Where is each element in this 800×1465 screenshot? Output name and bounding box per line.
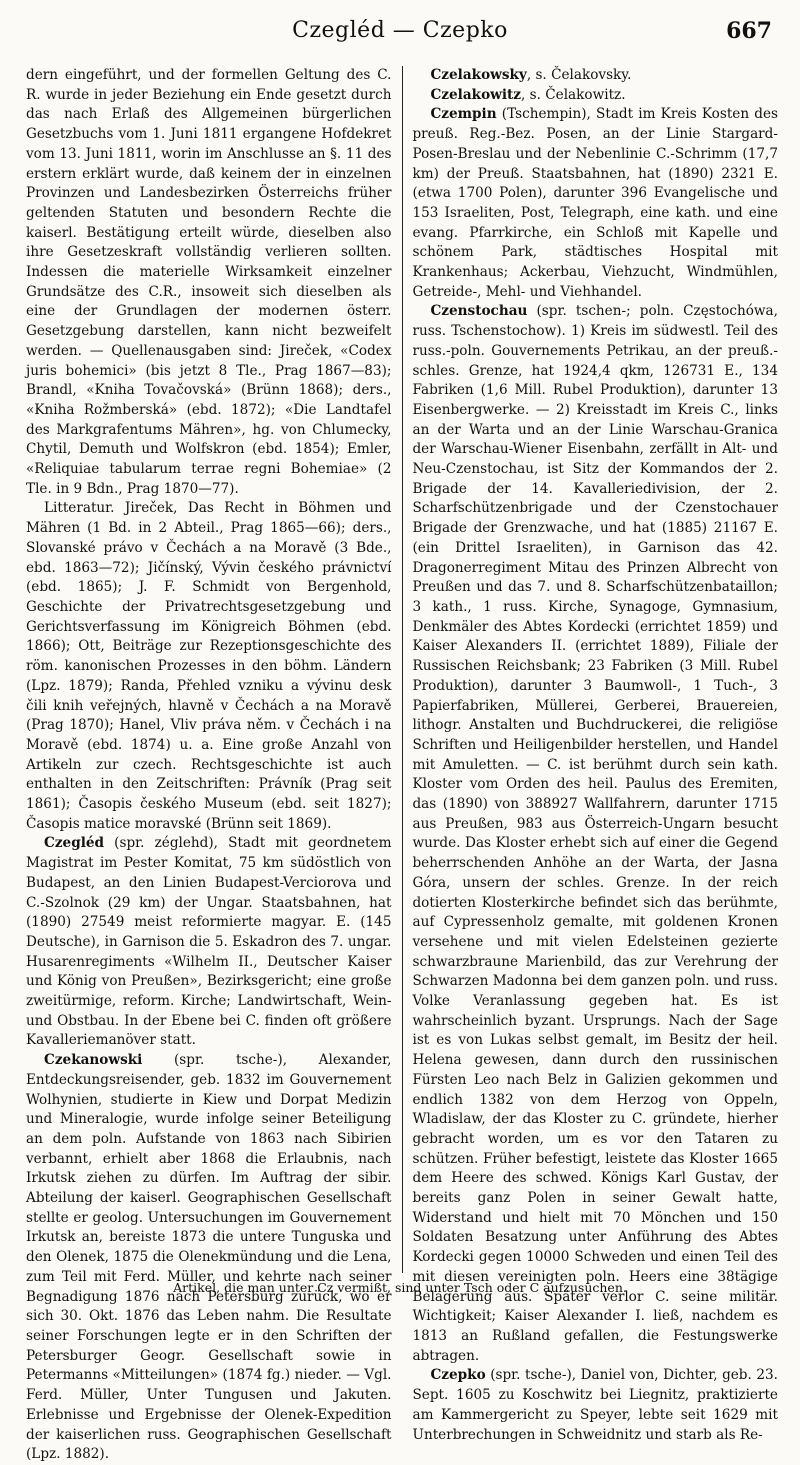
column-divider bbox=[402, 66, 403, 1273]
entry-headword: Czempin bbox=[430, 106, 497, 123]
page-number: 667 bbox=[726, 18, 772, 44]
entry-headword: Czegléd bbox=[44, 835, 105, 852]
dictionary-entry bbox=[412, 86, 778, 106]
entry-text: dern eingeführt, und der formellen Geltung des C. R. wurde in jeder Beziehung ein Ende gesetzt durch das nach Erlaß des Allgemeinen bürgerlichen Gesetzbuchs vom 1. Juni 1811 ergangene Hofdekret vom 13. Juni 1811, worin im Anschlusse an §. 11 des erstern erklärt wurde, daß keinem der in einzelnen Provinzen und Landesbezirken Österreichs früher geltenden Statuten und besondern Rechte die kaiserl. Bestätigung erteilt würde, dieselben also ihre Gesetzeskraft vollständig verlieren sollten. Indessen die materielle Wirksamkeit einzelner Grundsätze des C.R., insoweit sich dieselben als eine der Grundlagen der modernen österr. Gesetzgebung darstellen, kann nicht bezweifelt werden. — Quellenausgaben sind: Jireček, «Codex juris bohemici» (bis jetzt 8 Tle., Prag 1867—83); Brandl, «Kniha Tovačovská» (Brünn 1868); ders., «Kniha Rožmberská» (ebd. 1872); «Die Landtafel des Markgrafentums Mähren», hg. von Chlumecky, Chytil, Demuth und Wolfskron (ebd. 1854); Emler, «Reliquiae tabularum terrae regni Bohemiae» (2 Tle. in 9 Bdn., Prag 1870—77). bbox=[26, 67, 392, 497]
running-title: Czegléd — Czepko bbox=[292, 18, 508, 43]
dictionary-entry bbox=[26, 834, 392, 1051]
entry-text: (Tschempin), Stadt im Kreis Kosten des preuß. Reg.-Bez. Posen, an der Linie Stargard-Posen-Breslau und der Nebenlinie C.-Schrimm (17,7 km) der Preuß. Staatsbahnen, hat (1890) 2321 E. (etwa 1700 Polen), darunter 396 Evangelische und 153 Israeliten, Post, Telegraph, eine kath. und eine evang. Pfarrkirche, ein Schloß mit Kapelle und schönem Park, städtisches Hospital mit Krankenhaus; Ackerbau, Viehzucht, Windmühlen, Getreide-, Mehl- und Viehhandel. bbox=[412, 106, 778, 300]
entry-headword: Czepko bbox=[430, 1367, 486, 1384]
text-paragraph bbox=[26, 499, 392, 834]
entry-headword: Czelakowsky bbox=[430, 67, 527, 83]
dictionary-entry bbox=[412, 66, 778, 86]
right-column bbox=[404, 66, 778, 1443]
dictionary-entry bbox=[412, 302, 778, 1366]
entry-text: (spr. zéglehd), Stadt mit geordnetem Magistrat im Pester Komitat, 75 km südöstlich von Budapest, an den Linien Budapest-Verciorova und C.-Szolnok (29 km) der Ungar. Staatsbahnen, hat (1890) 27549 meist reformierte magyar. E. (145 Deutsche), in Garnison die 5. Eskadron des 7. ungar. Husarenregiments «Wilhelm II., Deutscher Kaiser und König von Preußen», Bezirksgericht; eine große zweitürmige, reform. Kirche; Landwirtschaft, Wein- und Obstbau. In der Ebene bei C. finden oft größere Kavalleriemanöver statt. bbox=[26, 835, 392, 1049]
dictionary-entry bbox=[412, 1366, 778, 1445]
entry-text: , s. Čelakovsky. bbox=[526, 67, 632, 83]
entry-headword: Czekanowski bbox=[44, 1052, 143, 1069]
dictionary-entry bbox=[26, 1051, 392, 1465]
text-paragraph bbox=[26, 66, 392, 499]
dictionary-entry bbox=[412, 105, 778, 302]
footer-note: Artikel, die man unter Cz vermißt, sind unter Tsch oder C aufzusuchen. bbox=[173, 1280, 627, 1295]
entry-text: (spr. tsche-), Alexander, Entdeckungsreisender, geb. 1832 im Gouvernement Wolhynien, studierte in Kiew und Dorpat Medizin und Mineralogie, wurde infolge seiner Beteiligung an dem poln. Aufstande von 1863 nach Sibirien verbannt, erhielt aber 1868 die Erlaubnis, nach Irkutsk ziehen zu dürfen. Im Auftrag der sibir. Abteilung der kaiserl. Geographischen Gesellschaft stellte er geolog. Untersuchungen im Gouvernement Irkutsk an, bereiste 1873 die untere Tunguska und den Olenek, 1875 die Olenekmündung und die Lena, zum Teil mit Ferd. Müller, und kehrte nach seiner Begnadigung 1876 nach Petersburg zurück, wo er sich 30. Okt. 1876 das Leben nahm. Die Resultate seiner Forschungen legte er in den Schriften der Petersburger Geogr. Gesellschaft sowie in Petermanns «Mitteilungen» (1874 fg.) nieder. — Vgl. Ferd. Müller, Unter Tungusen und Jakuten. Erlebnisse und Ergebnisse der Olenek-Expedition der kaiserlichen russ. Geographischen Gesellschaft (Lpz. 1882). bbox=[26, 1052, 392, 1463]
entry-text: , s. Čelakowitz. bbox=[521, 86, 626, 103]
entry-text: (spr. tsche-), Daniel von, Dichter, geb. 23. Sept. 1605 zu Koschwitz bei Liegnitz, praktizierte am Kammergericht zu Speyer, lebte seit 1629 mit Unterbrechungen in Schweidnitz und starb als Re- bbox=[412, 1367, 778, 1443]
page-header bbox=[0, 18, 800, 52]
entry-text: Litteratur. Jireček, Das Recht in Böhmen und Mähren (1 Bd. in 2 Abteil., Prag 1865—66); ders., Slovanské právo v Čechách a na Moravě (3 Bde., ebd. 1863—72); Jičínský, Vývin českého právnictví (ebd. 1865); J. F. Schmidt von Bergenhold, Geschichte der Privatrechtsgesetzgebung und Gerichtsverfassung im Königreich Böhmen (ebd. 1866); Ott, Beiträge zur Rezeptionsgeschichte des röm. kanonischen Prozesses in den böhm. Ländern (Lpz. 1879); Randa, Přehled vzniku a vývinu desk čili knih veřejných, hlavně v Čechách a na Moravě (Prag 1870); Hanel, Vliv práva něm. v Čechách i na Moravě (ebd. 1874) u. a. Eine große Anzahl von Artikeln zur czech. Rechtsgeschichte ist auch enthalten in den Zeitschriften: Právník (Prag seit 1861); Časopis českého Museum (ebd. seit 1827); Časopis matice moravské (Brünn seit 1869). bbox=[26, 500, 392, 832]
entry-text: (spr. tschen-; poln. Częstochówa, russ. Tschenstochow). 1) Kreis im südwestl. Teil des russ.-poln. Gouvernements Petrikau, an der preuß.-schles. Grenze, hat 1924,4 qkm, 126731 E., 134 Fabriken (1,6 Mill. Rubel Produktion), darunter 13 Eisenbergwerke. — 2) Kreisstadt im Kreis C., links an der Warta und an der Linie Warschau-Granica der Warschau-Wiener Eisenbahn, zerfällt in Alt- und Neu-Czenstochau, ist Sitz der Kommandos der 2. Brigade der 14. Kavalleriedivision, der 2. Scharfschützenbrigade und der Czenstochauer Brigade der Grenzwache, und hat (1885) 21167 E. (ein Drittel Israeliten), in Garnison das 42. Dragonerregiment Mitau des Prinzen Albrecht von Preußen und das 7. und 8. Scharfschützenbataillon; 3 kath., 1 russ. Kirche, Synagoge, Gymnasium, Denkmäler des Abtes Kordecki (errichtet 1859) und Kaiser Alexanders II. (errichtet 1889), Filiale der Russischen Reichsbank; 23 Fabriken (3 Mill. Rubel Produktion), darunter 3 Baumwoll-, 1 Tuch-, 3 Papierfabriken, Müllerei, Gerberei, Brauereien, lithogr. Anstalten und Buchdruckerei, die religiöse Schriften und Heiligenbilder herstellen, und Handel mit Amuletten. — C. ist berühmt durch sein kath. Kloster vom Orden des heil. Paulus des Eremiten, das (1890) von 388927 Wallfahrern, darunter 1715 aus Preußen, 983 aus Österreich-Ungarn besucht wurde. Das Kloster erhebt sich auf einer die Gegend beherrschenden Anhöhe an der Warta, der Jasna Góra, unsern der schles. Grenze. In der reich dotierten Klosterkirche befindet sich das berühmte, auf Cypressenholz gemalte, mit goldenen Kronen versehene und mit vielen Edelsteinen gezierte schwarzbraune Marienbild, das zur Verehrung der Schwarzen Madonna bei dem ganzen poln. und russ. Volke Veranlassung gegeben hat. Es ist wahrscheinlich byzant. Ursprungs. Nach der Sage ist es von Lukas selbst gemalt, im Besitz der heil. Helena gewesen, dann durch den russinischen Fürsten Leo nach Belz in Galizien gekommen und endlich 1382 von dem Herzog von Oppeln, Wladislaw, der das Kloster zu C. gründete, hierher gebracht worden, um es vor den Tataren zu schützen. Früher befestigt, leistete das Kloster 1665 dem Heere des schwed. Königs Karl Gustav, der bereits ganz Polen in seiner Gewalt hatte, Widerstand und hielt mit 70 Mönchen und 150 Soldaten Besatzung unter Anführung des Abtes Kordecki gegen 10000 Schweden und einen Teil des mit diesen vereinigten poln. Heers eine 38tägige Belagerung aus. Später verlor C. seine militär. Wichtigkeit; Kaiser Alexander I. ließ, nachdem es 1813 an Rußland gefallen, die Festungswerke abtragen. bbox=[412, 303, 778, 1364]
entry-headword: Czenstochau bbox=[430, 303, 528, 320]
entry-headword: Czelakowitz bbox=[430, 86, 521, 103]
